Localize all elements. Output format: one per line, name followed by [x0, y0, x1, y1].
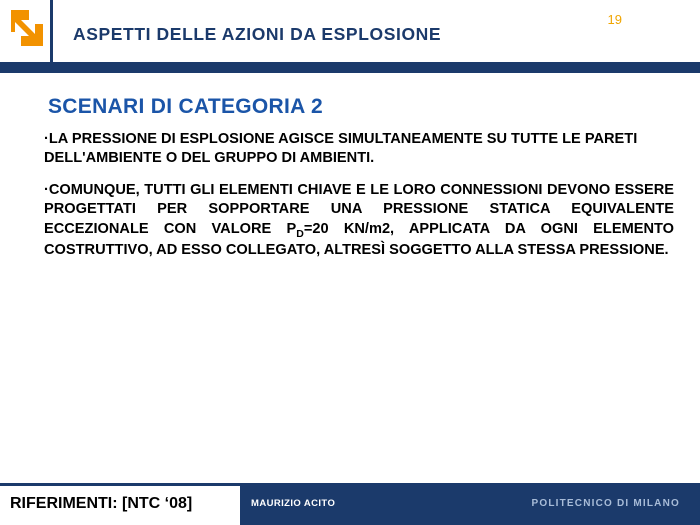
footer-university: POLITECNICO DI MILANO [531, 498, 680, 509]
slide-footer [0, 483, 700, 525]
bullet-text: LA PRESSIONE DI ESPLOSIONE AGISCE SIMULTANEAMENTE SU TUTTE LE PARETI DELL'AMBIENTE O DEL GRUPPO DI AMBIENTI. [44, 131, 638, 167]
header-divider-accent [0, 62, 50, 73]
slide-header [0, 0, 700, 62]
slide-body [0, 73, 700, 483]
bullet-marker: · [44, 131, 49, 147]
bullet-text-part-1: COMUNQUE, TUTTI GLI ELEMENTI CHIAVE E LE LORO CONNESSIONI DEVONO ESSERE PROGETTATI PER SOPPORTARE UNA PRESSIONE STATICA EQUIVALENTE ECCEZIONALE CON VALORE P [44, 182, 674, 237]
bullet-item [44, 181, 674, 261]
page-title: ASPETTI DELLE AZIONI DA ESPLOSIONE [73, 24, 442, 44]
header-divider-bar [0, 62, 700, 73]
logo-container [0, 0, 53, 62]
header-title-area [53, 0, 700, 62]
bullet-text-part-2: =20 KN/m2, APPLICATA DA OGNI ELEMENTO COSTRUTTIVO, AD ESSO COLLEGATO, ALTRESÌ SOGGETTO ALLA STESSA PRESSIONE. [44, 220, 674, 259]
footer-university-area [362, 486, 700, 525]
footer-author-area [240, 486, 362, 525]
footer-reference-area [0, 486, 240, 525]
bullet-item [44, 130, 674, 169]
bullet-marker: · [44, 182, 49, 198]
page-number: 19 [607, 12, 622, 27]
subscript-d: D [296, 227, 304, 240]
orange-arrow-logo-icon [9, 8, 43, 46]
footer-author: MAURIZIO ACITO [251, 498, 336, 509]
footer-reference: RIFERIMENTI: [NTC ‘08] [10, 495, 193, 512]
slide-heading: SCENARI DI CATEGORIA 2 [48, 95, 323, 118]
